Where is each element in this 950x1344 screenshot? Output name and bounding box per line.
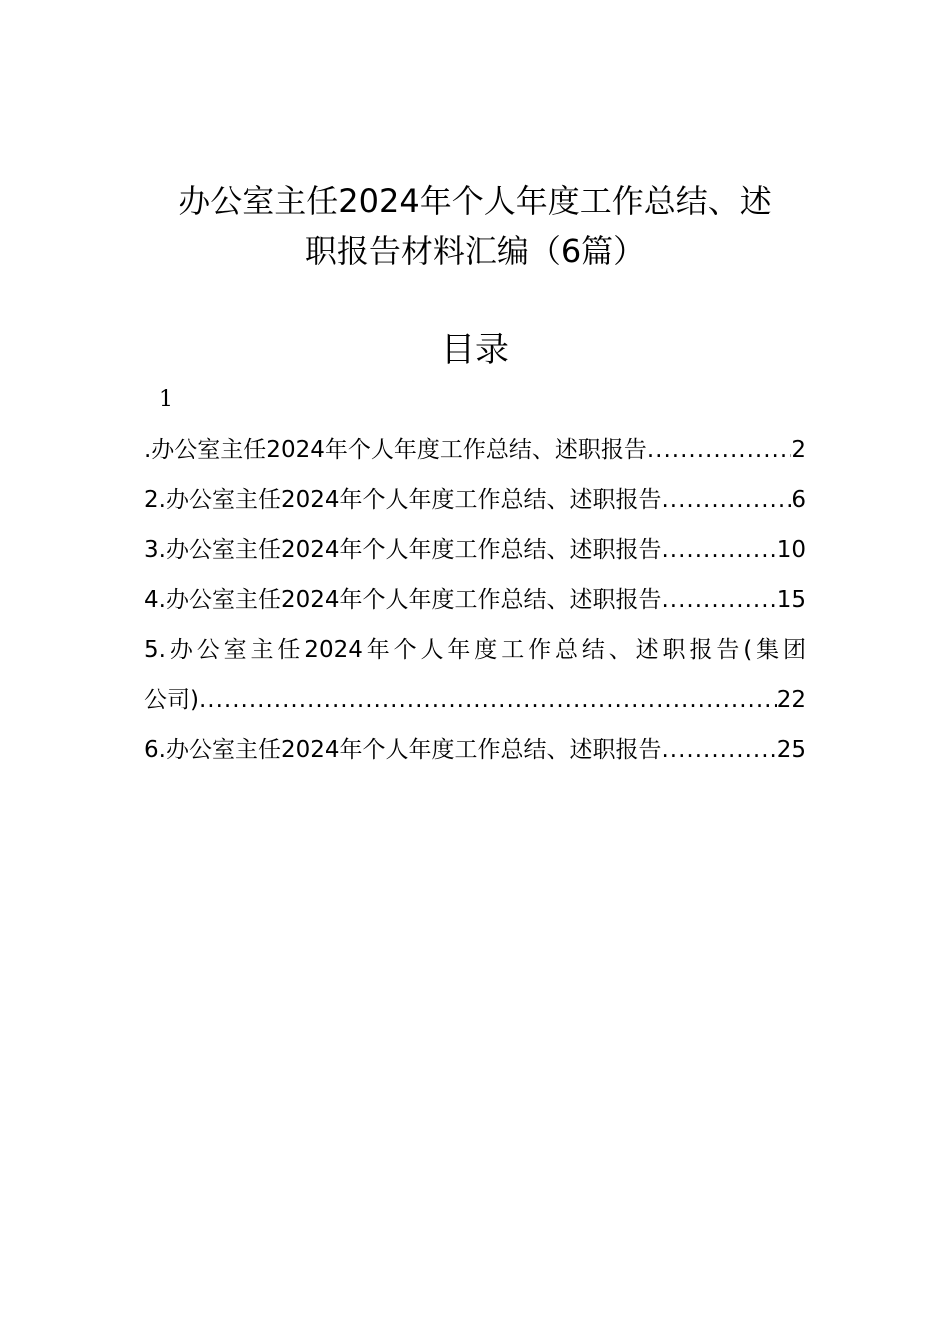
toc-page-number: 2 xyxy=(791,437,806,463)
toc-page-number: 25 xyxy=(776,737,806,763)
toc-leader-dots xyxy=(661,575,776,625)
title-line-1: 办公室主任2024年个人年度工作总结、述 xyxy=(178,182,772,220)
toc-entry-5[interactable] xyxy=(144,625,806,725)
toc-heading: 目录 xyxy=(441,330,509,370)
toc-page-number: 10 xyxy=(776,537,806,563)
toc-entry-text: .办公室主任2024年个人年度工作总结、述职报告 xyxy=(144,437,647,463)
toc-entry-text: 4.办公室主任2024年个人年度工作总结、述职报告 xyxy=(144,587,662,613)
toc-entry-line2 xyxy=(144,675,806,725)
title-line-2: 职报告材料汇编（6篇） xyxy=(304,232,646,270)
toc-leader-dots xyxy=(661,725,776,775)
toc-page-number: 22 xyxy=(776,687,806,713)
toc-entry-1[interactable] xyxy=(144,425,806,475)
toc-entry-2[interactable] xyxy=(144,475,806,525)
table-of-contents xyxy=(144,425,806,775)
document-title xyxy=(0,176,950,276)
toc-page-number: 6 xyxy=(791,487,806,513)
toc-leader-dots xyxy=(661,525,776,575)
toc-entry-3[interactable] xyxy=(144,525,806,575)
toc-entry-text: 3.办公室主任2024年个人年度工作总结、述职报告 xyxy=(144,537,662,563)
toc-leader-dots xyxy=(199,675,777,725)
stray-number: 1 xyxy=(159,387,173,412)
toc-entry-text: 6.办公室主任2024年个人年度工作总结、述职报告 xyxy=(144,737,662,763)
toc-leader-dots xyxy=(647,425,792,475)
toc-entry-text-line1: 5.办公室主任2024年个人年度工作总结、述职报告(集团 xyxy=(144,637,806,663)
toc-page-number: 15 xyxy=(776,587,806,613)
toc-leader-dots xyxy=(661,475,791,525)
toc-entry-text-line2: 公司) xyxy=(144,687,199,713)
toc-entry-text: 2.办公室主任2024年个人年度工作总结、述职报告 xyxy=(144,487,662,513)
toc-entry-4[interactable] xyxy=(144,575,806,625)
toc-entry-6[interactable] xyxy=(144,725,806,775)
